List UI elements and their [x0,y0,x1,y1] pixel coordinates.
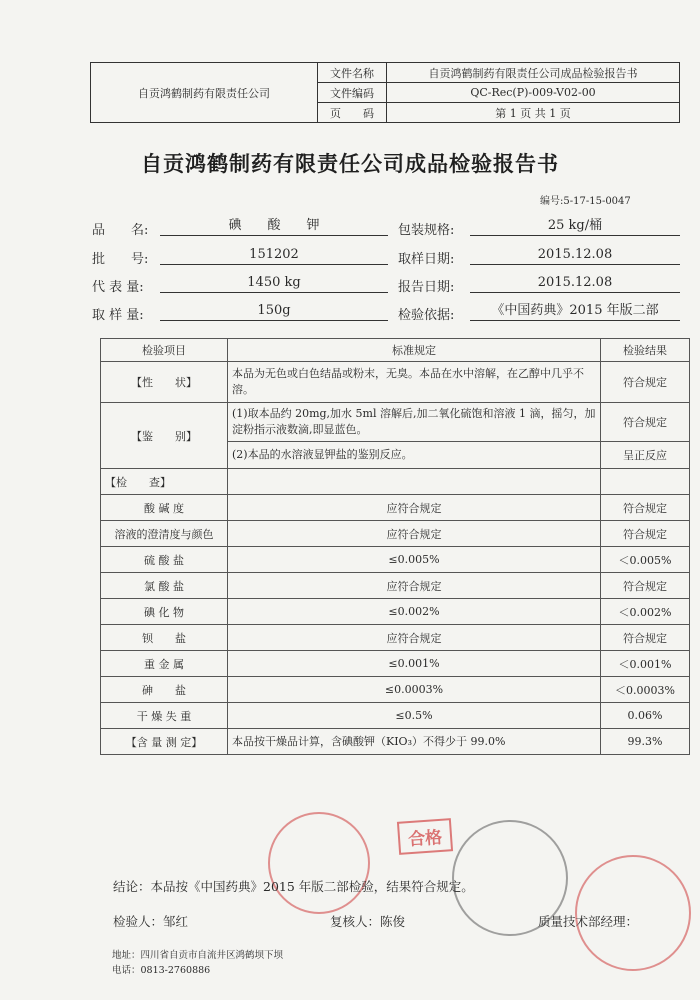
header-result: 检验结果 [601,339,690,362]
sample-qty: 150g [160,302,388,321]
check-standard: ≤0.0003% [228,677,601,703]
standard-identification-1: (1)取本品约 20mg,加水 5ml 溶解后,加二氧化硫饱和溶液 1 滴，摇匀，加淀粉指示液数滴,即显蓝色。 [228,403,601,442]
check-result: 符合规定 [601,625,690,651]
check-result: 0.06% [601,703,690,729]
check-item: 酸 碱 度 [101,495,228,521]
table-row [101,573,690,599]
check-result: 符合规定 [601,495,690,521]
table-row [101,599,690,625]
standard-identification-2: (2)本品的水溶液显钾盐的鉴别反应。 [228,442,601,469]
check-result: 符合规定 [601,573,690,599]
table-row-inspection-header [101,469,690,495]
item-assay: 【含 量 测 定】 [101,729,228,755]
control-label-code: 文件编码 [318,83,387,103]
check-result: ＜0.001% [601,651,690,677]
check-item: 重 金 属 [101,651,228,677]
header-item: 检验项目 [101,339,228,362]
table-row [101,495,690,521]
table-header-row [101,339,690,362]
result-identification-2: 呈正反应 [601,442,690,469]
doc-number: 编号:5-17-15-0047 [540,196,631,207]
qa-manager-signature: 质量技术部经理： [538,914,639,929]
item-inspection: 【检 查】 [101,469,228,495]
report-date-label: 报告日期: [398,280,455,295]
control-value-page: 第 1 页 共 1 页 [387,103,680,123]
result-assay: 99.3% [601,729,690,755]
report-title: 自贡鸿鹤制药有限责任公司成品检验报告书 [141,152,559,176]
item-character: 【性 状】 [101,362,228,403]
check-result: ＜0.005% [601,547,690,573]
check-standard: ≤0.005% [228,547,601,573]
check-standard: 应符合规定 [228,495,601,521]
table-row-identification-1 [101,403,690,442]
check-item: 溶液的澄清度与颜色 [101,521,228,547]
check-standard: ≤0.002% [228,599,601,625]
control-label-name: 文件名称 [318,63,387,83]
pack-label: 包装规格: [398,223,455,238]
sample-qty-label: 取 样 量: [92,308,144,323]
product-label: 品 名: [92,223,149,238]
sampling-date: 2015.12.08 [470,246,680,265]
table-row [101,547,690,573]
control-value-name: 自贡鸿鹤制药有限责任公司成品检验报告书 [387,63,680,83]
standard-character: 本品为无色或白色结晶或粉末，无臭。本品在水中溶解，在乙醇中几乎不溶。 [228,362,601,403]
results-table [100,338,690,755]
standard-assay: 本品按干燥品计算，含碘酸钾（KIO₃）不得少于 99.0% [228,729,601,755]
check-result: 符合规定 [601,521,690,547]
reviewer-signature: 复核人：陈俊 [330,914,406,929]
check-result: ＜0.002% [601,599,690,625]
table-row [101,651,690,677]
inspection-basis: 《中国药典》2015 年版二部 [470,302,680,321]
pack-spec: 25 kg/桶 [470,217,680,236]
basis-label: 检验依据: [398,308,455,323]
result-identification-1: 符合规定 [601,403,690,442]
batch-label: 批 号: [92,252,149,267]
inspector-signature: 检验人：邹红 [113,914,189,929]
check-standard: 应符合规定 [228,521,601,547]
control-label-page: 页 码 [318,103,387,123]
check-item: 碘 化 物 [101,599,228,625]
rep-qty-label: 代 表 量: [92,280,144,295]
batch-number: 151202 [160,246,388,265]
check-item: 氯 酸 盐 [101,573,228,599]
control-value-code: QC-Rec(P)-009-V02-00 [387,83,680,103]
check-item: 钡 盐 [101,625,228,651]
table-row [101,521,690,547]
sampling-date-label: 取样日期: [398,252,455,267]
product-name: 碘 酸 钾 [160,217,388,236]
check-item: 硫 酸 盐 [101,547,228,573]
table-row-character [101,362,690,403]
qualified-stamp: 合格 [397,818,453,855]
check-standard: 应符合规定 [228,625,601,651]
header-standard: 标准规定 [228,339,601,362]
check-standard: ≤0.001% [228,651,601,677]
rep-qty: 1450 kg [160,274,388,293]
footer-phone: 电话：0813-2760886 [112,965,211,976]
check-item: 干 燥 失 重 [101,703,228,729]
check-standard: ≤0.5% [228,703,601,729]
document-control-table [90,62,680,123]
red-seal-stamp [268,812,370,914]
check-result: ＜0.0003% [601,677,690,703]
table-row [101,677,690,703]
check-item: 砷 盐 [101,677,228,703]
footer-address: 地址：四川省自贡市自流井区鸿鹤坝下坝 [112,950,284,961]
table-row [101,625,690,651]
item-identification: 【鉴 别】 [101,403,228,469]
check-standard: 应符合规定 [228,573,601,599]
control-company: 自贡鸿鹤制药有限责任公司 [91,63,318,123]
conclusion: 结论：本品按《中国药典》2015 年版二部检验，结果符合规定。 [113,879,474,894]
report-date: 2015.12.08 [470,274,680,293]
result-character: 符合规定 [601,362,690,403]
table-row [101,703,690,729]
table-row-assay [101,729,690,755]
